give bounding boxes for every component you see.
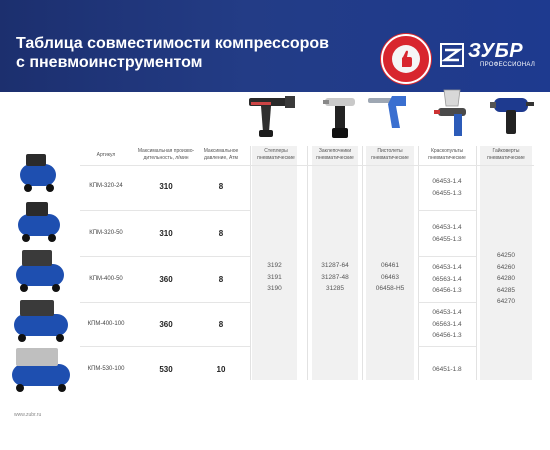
sprayer-code: 06453-1.4 — [432, 224, 462, 231]
title-line-2: с пневмоинструментом — [16, 54, 203, 71]
stapler-icon — [247, 92, 297, 140]
brand-mark-icon — [440, 43, 464, 67]
heading-wrenches: Гайковерты пневматические — [487, 148, 525, 161]
column-divider — [250, 146, 251, 380]
column-divider — [362, 146, 363, 380]
row-article: КПМ-400-100 — [87, 321, 125, 327]
heading-article: Артикул — [96, 152, 116, 158]
stapler-code: 3191 — [267, 273, 282, 281]
row-pressure: 10 — [216, 365, 226, 374]
row-divider — [418, 210, 476, 211]
riveter-code: 31287-64 — [321, 262, 349, 269]
compressor-icon — [10, 296, 72, 344]
compressor-icon — [14, 150, 64, 194]
footer-url[interactable]: www.zubr.ru — [14, 412, 42, 418]
row-article: КПМ-320-50 — [89, 230, 123, 236]
impact-wrench-icon — [488, 90, 538, 138]
column-divider — [307, 146, 308, 380]
column-divider — [418, 146, 419, 380]
riveter-icon — [321, 92, 361, 140]
row-capacity: 310 — [159, 182, 173, 191]
wrench-codes — [480, 250, 532, 308]
heading-riveters: Заклепочники пневматические — [316, 148, 354, 161]
row-pressure: 8 — [218, 275, 224, 284]
heading-capacity: Максимальная произво-дительность, л/мин — [137, 148, 195, 161]
row-divider — [418, 256, 476, 257]
row-pressure: 8 — [218, 229, 224, 238]
sprayer-codes — [420, 307, 474, 342]
wrench-code: 64270 — [496, 298, 516, 305]
sprayer-codes — [420, 262, 474, 297]
gun-code: 06463 — [380, 273, 400, 281]
title-line-1: Таблица совместимости компрессоров — [16, 35, 329, 52]
row-capacity: 360 — [159, 275, 173, 284]
stapler-codes — [252, 260, 297, 295]
compressor-icon — [12, 246, 68, 294]
sprayer-code: 06455-1.3 — [432, 235, 462, 243]
row-capacity: 360 — [159, 320, 173, 329]
row-divider — [418, 302, 476, 303]
wrench-code: 64260 — [496, 263, 516, 271]
row-article: КПМ-320-24 — [89, 183, 123, 189]
row-pressure: 8 — [218, 320, 224, 329]
gun-code: 06458-H5 — [375, 285, 405, 292]
compressor-icon — [14, 198, 64, 244]
wrench-code: 64280 — [496, 275, 516, 282]
sprayer-code: 06455-1.3 — [432, 189, 462, 197]
page-title — [16, 34, 346, 72]
row-divider — [80, 165, 534, 166]
heading-guns: Пистолеты пневматические — [371, 148, 409, 161]
row-capacity: 310 — [159, 229, 173, 238]
heading-sprayers: Краскопульты пневматические — [428, 148, 466, 161]
brand-name: ЗУБР — [468, 40, 524, 62]
riveter-code: 31285 — [325, 285, 345, 292]
stapler-code: 3190 — [267, 285, 282, 292]
sprayer-code: 06563-1.4 — [432, 275, 462, 283]
column-divider — [476, 146, 477, 380]
compressor-icon — [8, 344, 74, 394]
riveter-code: 31287-48 — [321, 273, 349, 281]
sprayer-codes — [420, 176, 474, 199]
sprayer-code: 06453-1.4 — [432, 178, 462, 185]
sprayer-code: 06456-1.3 — [432, 332, 462, 339]
row-article: КПМ-530-100 — [87, 366, 125, 372]
header-banner — [0, 0, 550, 92]
brand-logo — [440, 40, 540, 74]
row-divider — [80, 346, 250, 347]
stapler-code: 3192 — [267, 262, 282, 269]
row-pressure: 8 — [218, 182, 224, 191]
quality-seal-icon — [381, 34, 431, 84]
brand-subtitle: ПРОФЕССИОНАЛ — [480, 62, 536, 68]
sprayer-codes — [420, 222, 474, 245]
row-article: КПМ-400-50 — [89, 276, 123, 282]
row-capacity: 530 — [159, 365, 173, 374]
sprayer-codes — [420, 364, 474, 376]
row-divider — [80, 302, 250, 303]
row-divider — [80, 210, 250, 211]
sprayer-code: 06453-1.4 — [432, 309, 462, 316]
row-divider — [80, 256, 250, 257]
wrench-code: 64250 — [496, 252, 516, 259]
gun-codes — [366, 260, 414, 295]
wrench-code: 64285 — [496, 286, 516, 294]
heading-pressure: Максимальное давление, Атм — [203, 148, 239, 161]
gun-code: 06461 — [380, 262, 400, 269]
sprayer-code: 06563-1.4 — [432, 320, 462, 328]
sprayer-code: 06456-1.3 — [432, 287, 462, 294]
spray-gun-icon — [432, 88, 472, 140]
row-divider — [418, 346, 476, 347]
heading-staplers: Степлеры пневматические — [257, 148, 295, 161]
riveter-codes — [312, 260, 358, 295]
sprayer-code: 06451-1.8 — [432, 366, 462, 373]
blow-gun-icon — [366, 92, 412, 132]
sprayer-code: 06453-1.4 — [432, 264, 462, 271]
